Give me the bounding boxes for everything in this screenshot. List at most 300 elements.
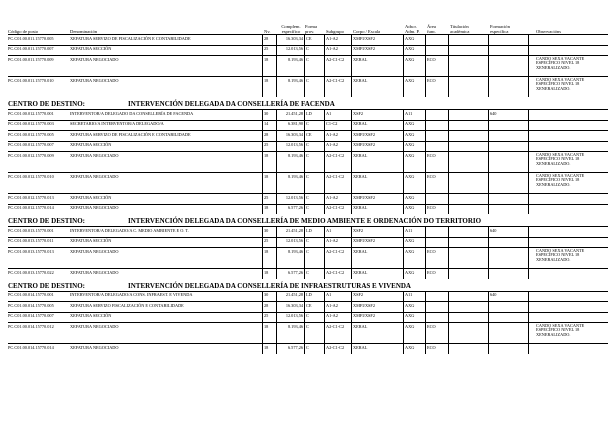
column-rule bbox=[488, 322, 489, 343]
cell-forma: LD bbox=[306, 227, 312, 233]
cell-corpo: XERAL bbox=[353, 323, 368, 329]
section-title: INTERVENCIÓN DELEGADA DA CONSELLERÍA DE INFRAESTRUTURAS E VIVENDA bbox=[128, 281, 411, 290]
column-rule bbox=[304, 151, 305, 172]
cell-area: ECO bbox=[427, 248, 436, 254]
cell-code: PC.C01.00.013.15770.001 bbox=[8, 227, 54, 233]
cell-forma: CE bbox=[306, 131, 312, 137]
cell-subgrupo: A2-C1-C2 bbox=[326, 56, 345, 62]
column-rule bbox=[488, 76, 489, 97]
column-rule bbox=[403, 343, 404, 354]
column-rule bbox=[488, 226, 489, 237]
cell-nv: 30 bbox=[264, 110, 269, 116]
cell-corpo: XMFI/XSF2 bbox=[353, 35, 375, 41]
column-rule bbox=[276, 322, 277, 343]
cell-corpo: XMFI/XSF2 bbox=[353, 131, 375, 137]
column-rule bbox=[403, 130, 404, 141]
cell-adscr: A11 bbox=[405, 227, 413, 233]
column-rule bbox=[324, 151, 325, 172]
cell-name: XEFATURA NEGOCIADO bbox=[70, 344, 119, 350]
column-rule bbox=[448, 237, 449, 248]
column-rule bbox=[324, 130, 325, 141]
column-rule bbox=[276, 120, 277, 131]
column-rule bbox=[425, 109, 426, 120]
column-rule bbox=[425, 291, 426, 302]
cell-code: PC.C01.00.011.15770.005 bbox=[8, 35, 54, 41]
column-rule bbox=[304, 45, 305, 56]
document-page bbox=[8, 8, 608, 354]
cell-code: PC.C01.00.014.15770.014 bbox=[8, 344, 54, 350]
cell-area: ECO bbox=[427, 323, 436, 329]
column-rule bbox=[351, 204, 352, 215]
column-rule bbox=[488, 204, 489, 215]
cell-nv: 28 bbox=[264, 131, 269, 137]
column-rule bbox=[448, 45, 449, 56]
cell-adscr: AXG bbox=[405, 344, 415, 350]
column-rule bbox=[425, 151, 426, 172]
header-adscr: Adscr. Adm. P. bbox=[405, 24, 420, 34]
cell-adscr: AXG bbox=[405, 313, 415, 318]
column-rule bbox=[276, 151, 277, 172]
cell-adscr: AXG bbox=[405, 121, 415, 126]
column-rule bbox=[276, 268, 277, 279]
column-rule bbox=[351, 312, 352, 323]
cell-subgrupo: C1-C2 bbox=[326, 121, 338, 126]
column-rule bbox=[425, 237, 426, 248]
section-header bbox=[8, 281, 608, 291]
column-rule bbox=[403, 268, 404, 279]
column-rule bbox=[528, 120, 529, 131]
section-label: CENTRO DE DESTINO: bbox=[8, 217, 86, 225]
cell-code: PC.C01.00.014.15770.005 bbox=[8, 302, 54, 308]
column-rule bbox=[528, 204, 529, 215]
cell-forma: C bbox=[306, 269, 309, 275]
column-rule bbox=[528, 226, 529, 237]
cell-subgrupo: A2-C1-C2 bbox=[326, 205, 345, 210]
table-row bbox=[8, 291, 608, 302]
column-rule bbox=[324, 312, 325, 323]
cell-area: ECO bbox=[427, 205, 436, 210]
header-formacion: Formación específica bbox=[490, 24, 510, 34]
column-rule bbox=[262, 237, 263, 248]
column-rule bbox=[304, 34, 305, 45]
column-rule bbox=[304, 130, 305, 141]
cell-nv: 25 bbox=[264, 46, 269, 51]
column-rule bbox=[403, 45, 404, 56]
column-rule bbox=[324, 237, 325, 248]
cell-corpo: XERAL bbox=[353, 344, 368, 350]
cell-subgrupo: A1-A2 bbox=[326, 142, 338, 147]
section-label: CENTRO DE DESTINO: bbox=[8, 281, 86, 290]
cell-nv: 18 bbox=[264, 205, 269, 210]
column-rule bbox=[528, 45, 529, 56]
cell-forma: C bbox=[306, 248, 309, 254]
cell-forma: C bbox=[306, 238, 309, 243]
table-row bbox=[8, 172, 608, 193]
column-rule bbox=[262, 45, 263, 56]
column-rule bbox=[425, 193, 426, 204]
cell-corpo: XERAL bbox=[353, 248, 368, 254]
cell-name: XEFATURA NEGOCIADO bbox=[70, 173, 119, 179]
header-complem: Complem. específico bbox=[281, 24, 301, 34]
column-rule bbox=[262, 226, 263, 237]
cell-code: PC.C01.00.012.15770.001 bbox=[8, 110, 54, 116]
column-rule bbox=[448, 55, 449, 76]
cell-code: PC.C01.00.011.15770.009 bbox=[8, 56, 54, 62]
column-rule bbox=[403, 226, 404, 237]
table-row bbox=[8, 312, 608, 323]
cell-complem: 16.303,34 bbox=[285, 302, 303, 308]
column-rule bbox=[276, 34, 277, 45]
cell-forma: C bbox=[306, 77, 309, 83]
column-rule bbox=[425, 45, 426, 56]
column-rule bbox=[425, 172, 426, 193]
column-rule bbox=[304, 55, 305, 76]
column-rule bbox=[403, 322, 404, 343]
column-rule bbox=[304, 312, 305, 323]
column-rule bbox=[351, 141, 352, 152]
column-rule bbox=[351, 247, 352, 268]
cell-subgrupo: A2-C1-C2 bbox=[326, 344, 345, 350]
column-rule bbox=[488, 172, 489, 193]
column-rule bbox=[262, 301, 263, 312]
cell-corpo: XMFI/XSF2 bbox=[353, 194, 375, 200]
column-rule bbox=[488, 291, 489, 302]
cell-subgrupo: A1 bbox=[326, 110, 332, 116]
column-rule bbox=[351, 120, 352, 131]
column-rule bbox=[276, 141, 277, 152]
column-rule bbox=[324, 291, 325, 302]
cell-corpo: XERAL bbox=[353, 121, 368, 126]
cell-code: PC.C01.00.014.15770.001 bbox=[8, 292, 54, 297]
cell-corpo: XMFI/XSF2 bbox=[353, 142, 375, 147]
cell-name: XEFATURA NEGOCIADO bbox=[70, 77, 119, 83]
column-rule bbox=[488, 301, 489, 312]
column-rule bbox=[425, 343, 426, 354]
column-rule bbox=[528, 193, 529, 204]
column-rule bbox=[262, 193, 263, 204]
cell-complem: 8.193,46 bbox=[287, 323, 303, 329]
column-rule bbox=[448, 312, 449, 323]
column-rule bbox=[324, 247, 325, 268]
cell-nv: 18 bbox=[264, 344, 269, 350]
column-rule bbox=[528, 237, 529, 248]
cell-corpo: XMFI/XSF2 bbox=[353, 46, 375, 51]
cell-obs: CANDO SEXA VACANTE ESPECÍFICO NIVEL 18 XENERALIZADO. bbox=[536, 76, 585, 91]
column-rule bbox=[488, 247, 489, 268]
cell-nv: 18 bbox=[264, 269, 269, 275]
table-row bbox=[8, 204, 608, 215]
column-rule bbox=[488, 268, 489, 279]
column-rule bbox=[351, 130, 352, 141]
cell-code: PC.C01.00.013.15770.022 bbox=[8, 269, 54, 275]
cell-nv: 18 bbox=[264, 248, 269, 254]
table-row bbox=[8, 130, 608, 141]
cell-obs: CANDO SEXA VACANTE ESPECÍFICO NIVEL 18 XENERALIZADO. bbox=[536, 247, 585, 262]
cell-adscr: A11 bbox=[405, 110, 413, 116]
cell-complem: 12.013,56 bbox=[285, 238, 303, 243]
cell-adscr: AXG bbox=[405, 131, 415, 137]
header-denominacion: Denominación bbox=[70, 29, 98, 34]
column-rule bbox=[488, 130, 489, 141]
cell-forma: CE bbox=[306, 35, 312, 41]
column-rule bbox=[403, 237, 404, 248]
column-rule bbox=[262, 151, 263, 172]
column-rule bbox=[425, 301, 426, 312]
column-rule bbox=[528, 172, 529, 193]
column-rule bbox=[448, 343, 449, 354]
cell-corpo: XSF2 bbox=[353, 292, 364, 297]
column-rule bbox=[262, 204, 263, 215]
column-rule bbox=[304, 204, 305, 215]
column-rule bbox=[488, 343, 489, 354]
header-observacions: Observacións bbox=[536, 29, 562, 34]
cell-nv: 25 bbox=[264, 238, 269, 243]
column-rule bbox=[448, 151, 449, 172]
column-rule bbox=[528, 76, 529, 97]
cell-obs: CANDO SEXA VACANTE ESPECÍFICO NIVEL 18 XENERALIZADO. bbox=[536, 151, 585, 166]
section-header bbox=[8, 216, 608, 226]
cell-nv: 25 bbox=[264, 313, 269, 318]
cell-corpo: XERAL bbox=[353, 205, 368, 210]
column-rule bbox=[351, 34, 352, 45]
cell-complem: 12.013,56 bbox=[285, 313, 303, 318]
column-rule bbox=[528, 109, 529, 120]
table-row bbox=[8, 322, 608, 343]
column-rule bbox=[262, 109, 263, 120]
table-row bbox=[8, 76, 608, 97]
column-rule bbox=[324, 141, 325, 152]
table-row bbox=[8, 109, 608, 120]
column-rule bbox=[351, 172, 352, 193]
column-rule bbox=[488, 55, 489, 76]
cell-subgrupo: A2-C1-C2 bbox=[326, 152, 345, 158]
column-rule bbox=[262, 247, 263, 268]
column-rule bbox=[276, 312, 277, 323]
column-rule bbox=[448, 109, 449, 120]
cell-formacion: 640 bbox=[490, 110, 497, 116]
column-rule bbox=[351, 343, 352, 354]
cell-adscr: AXG bbox=[405, 238, 415, 243]
column-rule bbox=[403, 55, 404, 76]
column-rule bbox=[448, 204, 449, 215]
cell-code: PC.C01.00.012.15770.013 bbox=[8, 194, 54, 200]
column-rule bbox=[448, 247, 449, 268]
column-rule bbox=[528, 268, 529, 279]
cell-area: ECO bbox=[427, 344, 436, 350]
cell-area: ECO bbox=[427, 173, 436, 179]
column-rule bbox=[304, 172, 305, 193]
column-rule bbox=[403, 76, 404, 97]
cell-obs: CANDO SEXA VACANTE ESPECÍFICO NIVEL 18 XENERALIZADO. bbox=[536, 55, 585, 70]
cell-code: PC.C01.00.014.15770.007 bbox=[8, 313, 54, 318]
table-row bbox=[8, 226, 608, 237]
cell-adscr: AXG bbox=[405, 269, 415, 275]
cell-forma: LD bbox=[306, 292, 312, 297]
cell-forma: C bbox=[306, 121, 309, 126]
cell-corpo: XERAL bbox=[353, 173, 368, 179]
column-rule bbox=[403, 312, 404, 323]
cell-nv: 18 bbox=[264, 56, 269, 62]
cell-code: PC.C01.00.012.15770.009 bbox=[8, 152, 54, 158]
cell-corpo: XERAL bbox=[353, 56, 368, 62]
cell-adscr: AXG bbox=[405, 323, 415, 329]
cell-name: XEFATURA SECCIÓN bbox=[70, 238, 112, 243]
column-rule bbox=[351, 151, 352, 172]
column-rule bbox=[425, 322, 426, 343]
cell-obs: CANDO SEXA VACANTE ESPECÍFICO NIVEL 18 XENERALIZADO. bbox=[536, 172, 585, 187]
cell-complem: 21.451,28 bbox=[285, 292, 303, 297]
column-rule bbox=[351, 109, 352, 120]
cell-forma: C bbox=[306, 323, 309, 329]
column-rule bbox=[403, 247, 404, 268]
column-rule bbox=[262, 343, 263, 354]
cell-complem: 12.013,56 bbox=[285, 194, 303, 200]
column-rule bbox=[276, 45, 277, 56]
column-rule bbox=[262, 268, 263, 279]
cell-code: PC.C01.00.012.15770.007 bbox=[8, 142, 54, 147]
header-codigo: Código de posto bbox=[8, 29, 39, 34]
column-rule bbox=[324, 55, 325, 76]
cell-forma: C bbox=[306, 205, 309, 210]
column-rule bbox=[448, 193, 449, 204]
column-rule bbox=[276, 343, 277, 354]
cell-subgrupo: A1-A2 bbox=[326, 46, 338, 51]
column-rule bbox=[262, 130, 263, 141]
cell-forma: C bbox=[306, 173, 309, 179]
column-rule bbox=[262, 76, 263, 97]
section-label: CENTRO DE DESTINO: bbox=[8, 100, 86, 108]
cell-complem: 8.193,46 bbox=[287, 56, 303, 62]
cell-forma: CE bbox=[306, 302, 312, 308]
column-rule bbox=[488, 45, 489, 56]
cell-subgrupo: A2-C1-C2 bbox=[326, 269, 345, 275]
column-rule bbox=[528, 343, 529, 354]
column-rule bbox=[324, 268, 325, 279]
cell-corpo: XERAL bbox=[353, 152, 368, 158]
column-rule bbox=[488, 34, 489, 45]
cell-subgrupo: A2-C1-C2 bbox=[326, 77, 345, 83]
column-rule bbox=[488, 109, 489, 120]
cell-adscr: AXG bbox=[405, 152, 415, 158]
column-rule bbox=[351, 301, 352, 312]
column-rule bbox=[488, 120, 489, 131]
column-rule bbox=[324, 172, 325, 193]
column-rule bbox=[262, 172, 263, 193]
cell-code: PC.C01.00.012.15770.014 bbox=[8, 205, 54, 210]
column-rule bbox=[262, 55, 263, 76]
column-rule bbox=[528, 130, 529, 141]
column-rule bbox=[403, 204, 404, 215]
table-row bbox=[8, 55, 608, 76]
cell-name: XEFATURA NEGOCIADO bbox=[70, 323, 119, 329]
cell-area: ECO bbox=[427, 77, 436, 83]
column-rule bbox=[304, 237, 305, 248]
column-rule bbox=[425, 141, 426, 152]
table-header bbox=[8, 8, 608, 34]
column-rule bbox=[425, 226, 426, 237]
cell-name: XEFATURA NEGOCIADO bbox=[70, 269, 119, 275]
cell-code: PC.C01.00.011.15770.007 bbox=[8, 46, 54, 51]
column-rule bbox=[304, 291, 305, 302]
column-rule bbox=[448, 76, 449, 97]
cell-complem: 16.303,34 bbox=[285, 131, 303, 137]
column-rule bbox=[276, 237, 277, 248]
table-body bbox=[8, 34, 608, 354]
cell-name: INTERVENTOR/A DELEGADO DA CONSELLERÍA DE FACENDA bbox=[70, 110, 194, 116]
cell-nv: 28 bbox=[264, 35, 269, 41]
table-row bbox=[8, 45, 608, 56]
column-rule bbox=[324, 76, 325, 97]
cell-complem: 16.303,34 bbox=[285, 35, 303, 41]
cell-adscr: AXG bbox=[405, 173, 415, 179]
column-rule bbox=[276, 226, 277, 237]
cell-area: ECO bbox=[427, 56, 436, 62]
column-rule bbox=[425, 76, 426, 97]
cell-subgrupo: A1-A2 bbox=[326, 194, 338, 200]
column-rule bbox=[276, 247, 277, 268]
cell-code: PC.C01.00.013.15770.013 bbox=[8, 248, 54, 254]
cell-name: XEFATURA NEGOCIADO bbox=[70, 248, 119, 254]
table-row bbox=[8, 120, 608, 131]
column-rule bbox=[448, 291, 449, 302]
table-row bbox=[8, 237, 608, 248]
cell-name: XEFATURA NEGOCIADO bbox=[70, 56, 119, 62]
section-title: INTERVENCIÓN DELEGADA DA CONSELLERÍA DE FACENDA bbox=[128, 100, 335, 108]
column-rule bbox=[448, 268, 449, 279]
cell-complem: 8.193,46 bbox=[287, 152, 303, 158]
column-rule bbox=[324, 343, 325, 354]
column-rule bbox=[324, 45, 325, 56]
column-rule bbox=[276, 204, 277, 215]
column-rule bbox=[528, 55, 529, 76]
column-rule bbox=[448, 322, 449, 343]
column-rule bbox=[528, 322, 529, 343]
cell-forma: C bbox=[306, 313, 309, 318]
cell-forma: C bbox=[306, 46, 309, 51]
cell-complem: 6.577,26 bbox=[287, 269, 303, 275]
cell-name: XEFATURA SERVIZO FISCALIZACIÓN E CONTABILIDADE bbox=[70, 302, 184, 308]
cell-nv: 28 bbox=[264, 302, 269, 308]
cell-complem: 21.451,28 bbox=[285, 110, 303, 116]
cell-forma: C bbox=[306, 344, 309, 350]
column-rule bbox=[304, 226, 305, 237]
column-rule bbox=[403, 172, 404, 193]
cell-name: XEFATURA SECCIÓN bbox=[70, 194, 112, 200]
cell-adscr: AXG bbox=[405, 248, 415, 254]
cell-subgrupo: A1-A2 bbox=[326, 131, 338, 137]
column-rule bbox=[528, 247, 529, 268]
column-rule bbox=[304, 247, 305, 268]
column-rule bbox=[425, 247, 426, 268]
cell-adscr: AXG bbox=[405, 77, 415, 83]
cell-forma: C bbox=[306, 142, 309, 147]
column-rule bbox=[276, 130, 277, 141]
column-rule bbox=[304, 193, 305, 204]
header-nv: Nv. bbox=[264, 29, 271, 34]
column-rule bbox=[528, 141, 529, 152]
column-rule bbox=[324, 120, 325, 131]
column-rule bbox=[351, 76, 352, 97]
cell-subgrupo: A2-C1-C2 bbox=[326, 248, 345, 254]
column-rule bbox=[425, 34, 426, 45]
column-rule bbox=[304, 268, 305, 279]
cell-subgrupo: A1 bbox=[326, 227, 332, 233]
cell-name: XEFATURA SECCIÓN bbox=[70, 46, 112, 51]
cell-adscr: AXG bbox=[405, 302, 415, 308]
column-rule bbox=[276, 109, 277, 120]
cell-corpo: XERAL bbox=[353, 269, 368, 275]
column-rule bbox=[304, 301, 305, 312]
